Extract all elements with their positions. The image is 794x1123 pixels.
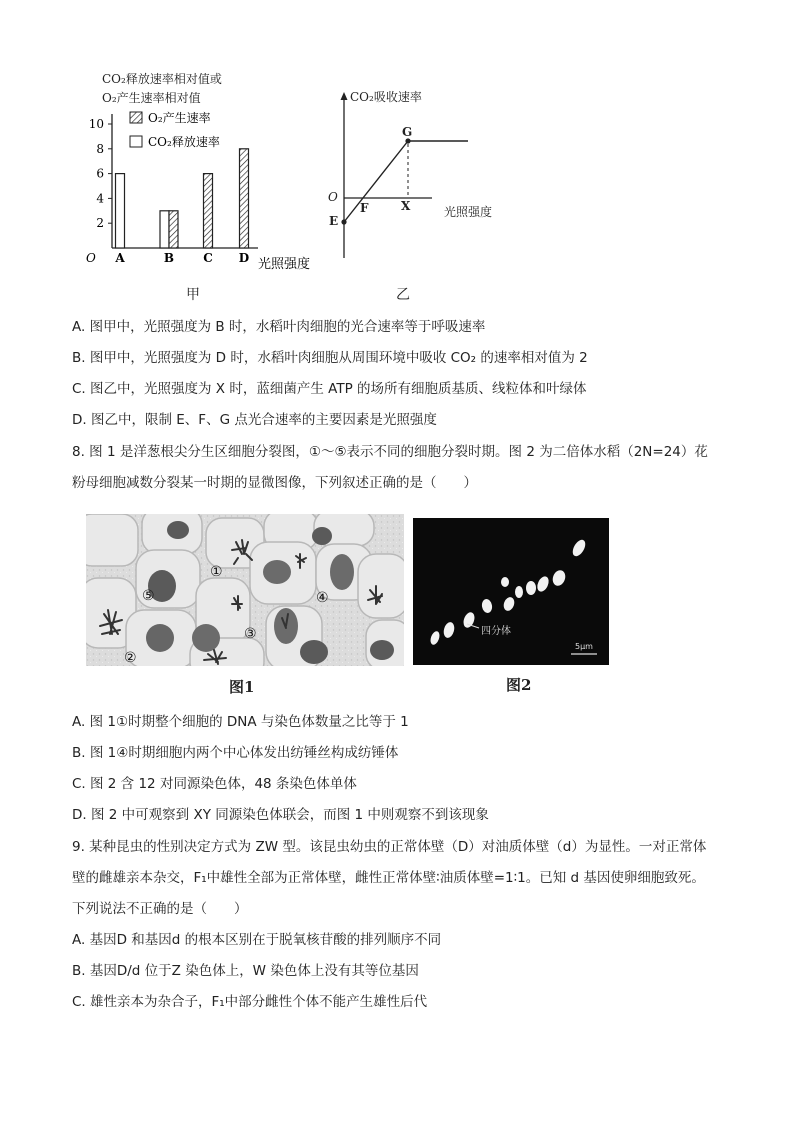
jia-origin: O	[86, 251, 96, 265]
q9-stem-line1: 9. 某种昆虫的性别决定方式为 ZW 型。该昆虫幼虫的正常体壁（D）对油质体壁（d）为显性。一对正常体	[72, 839, 707, 855]
fig1-marker-1: ①	[210, 564, 223, 580]
tetrad	[501, 577, 509, 587]
jia-category-label: D	[238, 251, 250, 265]
q7-option-a: A. 图甲中，光照强度为 B 时，水稻叶肉细胞的光合速率等于呼吸速率	[72, 319, 486, 335]
q8-stem-line2: 粉母细胞减数分裂某一时期的显微图像，下列叙述正确的是（ ）	[72, 475, 477, 491]
fig2-scale-label: 5μm	[575, 642, 593, 651]
nucleus	[146, 624, 174, 652]
jia-chart	[80, 106, 340, 276]
jia-ylabel-line2: O₂产生速率相对值	[102, 91, 201, 105]
legend-o2-label: O₂产生速率	[148, 111, 211, 125]
nucleus	[192, 624, 220, 652]
yi-chart	[322, 86, 522, 266]
q9-stem-line2: 壁的雌雄亲本杂交，F₁中雄性全部为正常体壁，雌性正常体壁∶油质体壁=1∶1。已知 d 基因使卵细胞致死。	[72, 870, 705, 886]
fig1-caption: 图1	[229, 678, 255, 696]
yi-label-e: E	[329, 214, 339, 228]
yi-xlabel: 光照强度	[444, 205, 493, 219]
fig2-caption: 图2	[506, 676, 532, 694]
jia-y-tick-label: 4	[96, 191, 104, 206]
jia-y-tick-label: 2	[96, 216, 104, 231]
nucleus	[312, 527, 332, 545]
fig2-label-tetrad: 四分体	[481, 626, 511, 637]
q9-option-b: B. 基因D/d 位于Z 染色体上，W 染色体上没有其等位基因	[72, 963, 419, 979]
fig1-marker-2: ②	[124, 650, 137, 666]
jia-caption: 甲	[186, 287, 200, 303]
jia-y-tick-label: 8	[96, 141, 104, 156]
o2-bar	[169, 211, 178, 248]
q9-option-c: C. 雄性亲本为杂合子，F₁中部分雌性个体不能产生雄性后代	[72, 994, 428, 1010]
nucleus	[263, 560, 291, 584]
q8-option-c: C. 图 2 含 12 对同源染色体，48 条染色体单体	[72, 776, 357, 792]
o2-bar	[240, 149, 249, 248]
nucleus	[370, 640, 394, 660]
jia-y-tick-label: 6	[96, 166, 104, 181]
jia-xlabel: 光照强度	[258, 257, 311, 272]
yi-caption: 乙	[396, 287, 410, 303]
q8-stem-line1: 8. 图 1 是洋葱根尖分生区细胞分裂图，①～⑤表示不同的细胞分裂时期。图 2 为二倍体水稻（2N=24）花	[72, 444, 708, 460]
yi-label-g: G	[402, 125, 413, 139]
o2-bar	[204, 174, 213, 248]
yi-point-g	[405, 138, 410, 143]
q9-stem-line3: 下列说法不正确的是（ ）	[72, 901, 248, 917]
yi-y-arrow	[341, 92, 348, 100]
tetrad	[526, 581, 536, 595]
fig1-marker-4: ④	[316, 590, 329, 606]
yi-point-e	[341, 219, 346, 224]
fig1-marker-5: ⑤	[142, 588, 155, 604]
fig2-micrograph	[413, 518, 609, 665]
nucleus	[330, 554, 354, 590]
q7-option-b: B. 图甲中，光照强度为 D 时，水稻叶肉细胞从周围环境中吸收 CO₂ 的速率相对值为 2	[72, 350, 588, 366]
yi-label-x: X	[401, 199, 411, 213]
fig1-micrograph	[86, 514, 404, 666]
cell	[86, 514, 138, 566]
q7-option-c: C. 图乙中，光照强度为 X 时，蓝细菌产生 ATP 的场所有细胞质基质、线粒体和叶绿体	[72, 381, 587, 397]
q9-option-a: A. 基因D 和基因d 的根本区别在于脱氧核苷酸的排列顺序不同	[72, 932, 442, 948]
cell	[358, 554, 404, 618]
legend-o2-swatch	[130, 112, 142, 123]
nucleus	[167, 521, 189, 539]
nucleus	[300, 640, 328, 664]
q7-option-d: D. 图乙中，限制 E、F、G 点光合速率的主要因素是光照强度	[72, 412, 437, 428]
co2-bar	[160, 211, 169, 248]
legend-co2-swatch	[130, 136, 142, 147]
q8-option-a: A. 图 1①时期整个细胞的 DNA 与染色体数量之比等于 1	[72, 714, 409, 730]
yi-origin: O	[328, 190, 338, 204]
jia-ylabel-line1: CO₂释放速率相对值或	[102, 72, 222, 86]
legend-co2-label: CO₂释放速率	[148, 135, 220, 149]
tetrad	[515, 586, 523, 598]
jia-category-label: A	[115, 251, 125, 265]
jia-category-label: C	[203, 251, 213, 265]
jia-category-label: B	[163, 251, 175, 265]
q8-option-b: B. 图 1④时期细胞内两个中心体发出纺锤丝构成纺锤体	[72, 745, 399, 761]
yi-label-f: F	[360, 201, 369, 215]
yi-rising-line	[344, 141, 411, 222]
fig1-marker-3: ③	[244, 626, 257, 642]
yi-ylabel: CO₂吸收速率	[350, 90, 422, 104]
co2-bar	[116, 174, 125, 248]
q8-option-d: D. 图 2 中可观察到 XY 同源染色体联会，而图 1 中则观察不到该现象	[72, 807, 489, 823]
jia-y-tick-label: 10	[88, 117, 104, 131]
